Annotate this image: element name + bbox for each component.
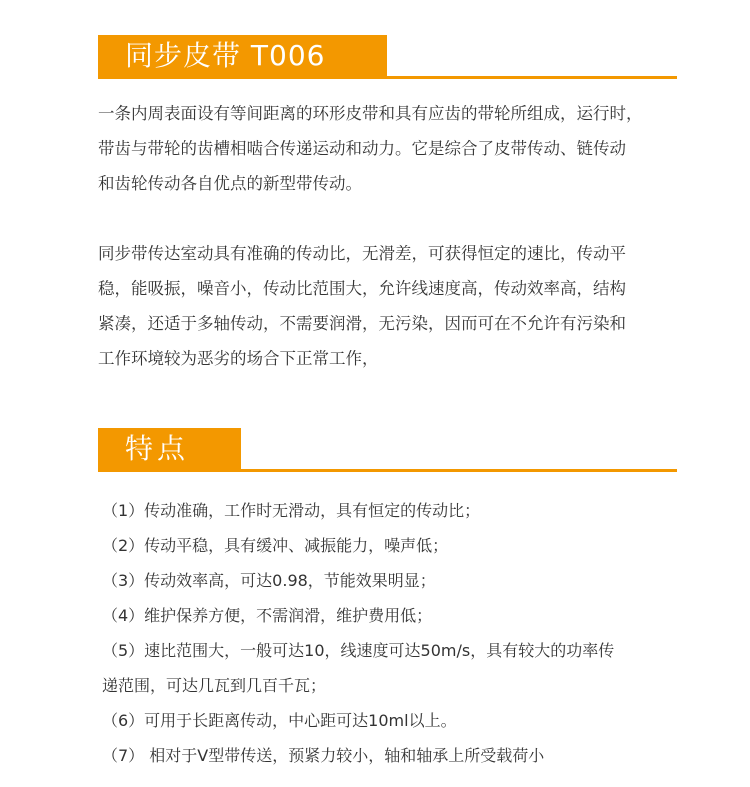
text-line: 带齿与带轮的齿槽相啮合传递运动和动力。它是综合了皮带传动、链传动: [98, 139, 626, 158]
feature-line: （7） 相对于V型带传送，预紧力较小，轴和轴承上所受载荷小: [102, 746, 545, 765]
feature-line: 递范围，可达几瓦到几百千瓦；: [102, 676, 327, 695]
section-header-timing-belt: [98, 35, 677, 79]
features-list: [102, 493, 702, 773]
text-line: 和齿轮传动各自优点的新型带传动。: [98, 174, 362, 193]
section-title: 同步皮带 T006: [98, 35, 387, 76]
text-line: 一条内周表面设有等间距离的环形皮带和具有应齿的带轮所组成，运行时，: [98, 104, 643, 123]
section-title: 特点: [98, 428, 241, 469]
feature-item: [102, 703, 702, 738]
feature-line: （5）速比范围大，一般可达10，线速度可达50m/s，具有较大的功率传: [102, 641, 615, 660]
advantages-paragraph: [98, 236, 698, 376]
text-line: 紧凑，还适于多轴传动，不需要润滑，无污染，因而可在不允许有污染和: [98, 314, 626, 333]
feature-line: （1）传动准确，工作时无滑动，具有恒定的传动比；: [102, 501, 481, 520]
feature-line: （6）可用于长距离传动，中心距可达10ml以上。: [102, 711, 457, 730]
intro-paragraph: [98, 96, 698, 201]
feature-line: （3）传动效率高，可达0.98，节能效果明显；: [102, 571, 436, 590]
text-line: 稳，能吸振，噪音小，传动比范围大，允许线速度高，传动效率高，结构: [98, 279, 626, 298]
text-line: 工作环境较为恶劣的场合下正常工作，: [98, 349, 379, 368]
feature-item: [102, 633, 702, 703]
feature-item: [102, 598, 702, 633]
feature-line: （4）维护保养方便，不需润滑，维护费用低；: [102, 606, 433, 625]
feature-item: [102, 528, 702, 563]
feature-line: （2）传动平稳，具有缓冲、减振能力，噪声低；: [102, 536, 449, 555]
feature-item: [102, 563, 702, 598]
feature-item: [102, 493, 702, 528]
feature-item: [102, 738, 702, 773]
section-header-features: [98, 428, 677, 472]
text-line: 同步带传达室动具有准确的传动比，无滑差，可获得恒定的速比，传动平: [98, 244, 626, 263]
